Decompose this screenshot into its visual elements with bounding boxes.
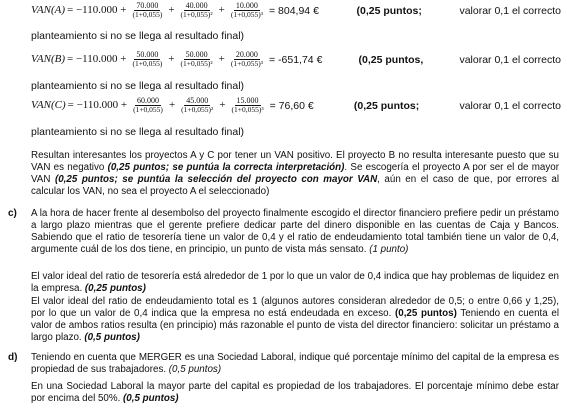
answer-d-points: (0,5 puntos) bbox=[123, 392, 179, 404]
van-a-term-2: $\frac{40.000}{\text{(1+0,055)²}}$ bbox=[180, 1, 213, 20]
van-c-term-1: $\frac{60.000}{(1+0,055)}$ bbox=[133, 96, 163, 115]
van-b-lhs: VAN(B) bbox=[31, 53, 66, 66]
van-b-formula: VAN(B) = −110.000 + $\frac{50.000}{(1+0,055)}$ + $\frac{50.000}{\text{(1+0,055)²}}$ + $\frac{20.000}{\text{(1+0,055)³}}$ = -651,74 € (0,25 puntos, valorar 0,1 el correcto bbox=[31, 50, 561, 69]
van-c-initial: = −110.000 + bbox=[67, 99, 128, 112]
van-b-points: (0,25 puntos, bbox=[358, 53, 424, 66]
van-b-result: = -651,74 € bbox=[268, 53, 323, 66]
van-a-formula: VAN(A) = −110.000 + $\frac{70.000}{(1+0,055)}$ + $\frac{40.000}{\text{(1+0,055)²}}$ + $\frac{10.000}{\text{(1+0,055)³}}$ = 804,94 € (0,25 puntos; valorar 0,1 el correcto bbox=[31, 1, 561, 20]
answer-c2-points: (0,25 puntos) bbox=[394, 307, 457, 319]
van-c-term-2: $\frac{45.000}{\text{(1+0,055)²}}$ bbox=[181, 96, 214, 115]
answer-c-liquidity: El valor ideal del ratio de tesorería está alrededor de 1 por lo que un valor de 0,4 indica que hay problemas de liquidez en la empresa. (0,25 puntos) bbox=[31, 271, 559, 294]
answer-c2-points-2: (0,5 puntos) bbox=[84, 331, 140, 343]
conclusion-text-1: Resultan interesantes los proyectos A y C por tener un VAN positivo. El proyecto B no resulta interesante puesto que su VAN es negativo bbox=[31, 150, 559, 173]
van-b-term-1: $\frac{50.000}{(1+0,055)}$ bbox=[132, 50, 163, 69]
question-d-marker: d) bbox=[8, 352, 18, 363]
van-a-initial: = −110.000 + bbox=[67, 4, 127, 17]
van-a-note: valorar 0,1 el correcto bbox=[459, 4, 561, 17]
van-c-lhs: VAN(C) bbox=[31, 99, 66, 112]
question-c-marker: c) bbox=[8, 208, 17, 219]
question-c-points: (1 punto) bbox=[369, 243, 409, 255]
conclusion-text-3: , aún en el caso de que, por errores al calcular los VAN, no sea el proyecto A el seleccionado) bbox=[31, 173, 560, 197]
answer-c-debt: El valor ideal del ratio de endeudamiento total es 1 (algunos autores consideran alrededor de 0,5; o entre 0,66 y 1,25), por lo que un valor de 0,4 indica que la empresa no está endeudada en exceso. (0,25 puntos) Teniendo en cuenta el valor de ambos ratios resulta (en principio) más razonable el punto de vista del director financiero: solicitar un préstamo a largo plazo. (0,5 puntos) bbox=[31, 296, 559, 343]
van-a-result: = 804,94 € bbox=[268, 4, 319, 17]
answer-c1-points: (0,25 puntos) bbox=[84, 282, 146, 294]
van-c-points: (0,25 puntos; bbox=[353, 99, 420, 112]
question-d-points: (0,5 puntos) bbox=[168, 363, 222, 375]
van-a-term-3: $\frac{10.000}{\text{(1+0,055)³}}$ bbox=[230, 1, 263, 20]
question-c-text: A la hora de hacer frente al desembolso del proyecto finalmente escogido el director financiero prefiere pedir un préstamo a largo plazo mientras que el gerente prefiere dedicar parte del dinero disponible en las cuentas de Caja y Bancos. Sabiendo que el ratio de tesorería tiene un valor de 0,4 y el ratio de endeudamiento total también tiene un valor de 0,4, argumente cuál de los dos tiene, en principio, un punto de vista más sensato. (1 punto) bbox=[31, 208, 559, 255]
van-b-continuation: planteamiento si no se llega al resultado final) bbox=[31, 80, 245, 92]
van-b-term-3: $\frac{20.000}{\text{(1+0,055)³}}$ bbox=[230, 50, 263, 69]
van-c-term-3: $\frac{15.000}{\text{(1+0,055)³}}$ bbox=[231, 96, 264, 115]
van-c-continuation: planteamiento si no se llega al resultado final) bbox=[31, 126, 245, 138]
van-a-term-1: $\frac{70.000}{(1+0,055)}$ bbox=[132, 1, 163, 20]
van-c-formula: VAN(C) = −110.000 + $\frac{60.000}{(1+0,055)}$ + $\frac{45.000}{\text{(1+0,055)²}}$ + $\frac{15.000}{\text{(1+0,055)³}}$ = 76,60 € (0,25 puntos; valorar 0,1 el correcto bbox=[31, 96, 561, 115]
conclusion-points-2: (0,25 puntos; se puntúa la selección del proyecto con mayor VAN bbox=[54, 173, 378, 185]
van-b-term-2: $\frac{50.000}{\text{(1+0,055)²}}$ bbox=[180, 50, 213, 69]
van-b-initial: = −110.000 + bbox=[67, 53, 127, 66]
answer-d: En una Sociedad Laboral la mayor parte del capital es propiedad de los trabajadores. El porcentaje mínimo debe estar por encima del 50%. (0,5 puntos) bbox=[31, 381, 559, 404]
van-a-continuation: planteamiento si no se llega al resultado final) bbox=[31, 30, 245, 42]
van-c-result: = 76,60 € bbox=[269, 99, 314, 112]
van-b-note: valorar 0,1 el correcto bbox=[459, 53, 561, 66]
conclusion-text-2: . Se escogería el proyecto A por ser el de mayor VAN bbox=[31, 161, 559, 185]
conclusion-points-1: (0,25 puntos; se puntúa la correcta interpretación) bbox=[107, 161, 345, 173]
van-c-note: valorar 0,1 el correcto bbox=[459, 99, 561, 112]
question-d-text: Teniendo en cuenta que MERGER es una Sociedad Laboral, indique qué porcentaje mínimo del capital de la empresa es propiedad de sus trabajadores. (0,5 puntos) bbox=[31, 352, 559, 375]
van-a-lhs: VAN(A) bbox=[31, 4, 66, 17]
van-a-points: (0,25 puntos; bbox=[356, 4, 422, 17]
conclusion-paragraph bbox=[31, 150, 559, 198]
